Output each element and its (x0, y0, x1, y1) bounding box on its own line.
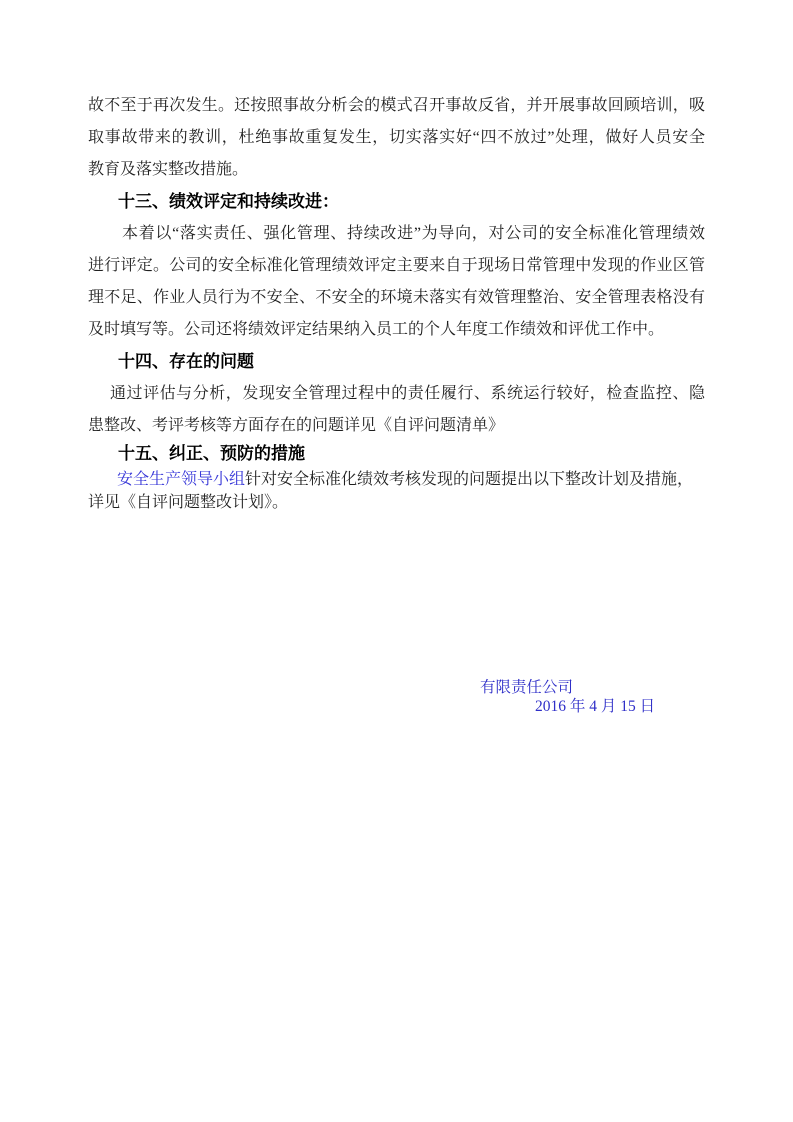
paragraph-1-line-3: 教育及落实整改措施。 (88, 161, 249, 178)
paragraph-2-line-3: 理不足、作业人员行为不安全、不安全的环境未落实有效管理整治、安全管理表格没有 (88, 289, 705, 306)
signature-date: 2016 年 4 月 15 日 (535, 698, 656, 715)
paragraph-2-line-1: 本着以“落实责任、强化管理、持续改进”为导向，对公司的安全标准化管理绩效 (122, 225, 705, 242)
paragraph-4-line-2: 详见《自评问题整改计划》。 (88, 494, 289, 511)
section-heading-13: 十三、绩效评定和持续改进： (118, 192, 339, 211)
paragraph-3-line-2: 患整改、考评考核等方面存在的问题详见《自评问题清单》 (88, 417, 505, 434)
section-heading-14: 十四、存在的问题 (118, 352, 254, 371)
paragraph-2-line-2: 进行评定。公司的安全标准化管理绩效评定主要来自于现场日常管理中发现的作业区管 (88, 257, 705, 274)
signature-company: 有限责任公司 (480, 679, 574, 696)
paragraph-3-line-1: 通过评估与分析，发现安全管理过程中的责任履行、系统运行较好，检查监控、隐 (110, 385, 705, 402)
section-heading-15: 十五、纠正、预防的措施 (118, 444, 305, 463)
safety-leading-group-text: 安全生产领导小组 (117, 471, 246, 488)
paragraph-4-line-1-rest: 针对安全标准化绩效考核发现的问题提出以下整改计划及措施， (245, 471, 694, 488)
paragraph-1-line-1: 故不至于再次发生。还按照事故分析会的模式召开事故反省，并开展事故回顾培训，吸 (88, 97, 705, 114)
document-body (88, 90, 705, 514)
paragraph-2-line-4: 及时填写等。公司还将绩效评定结果纳入员工的个人年度工作绩效和评优工作中。 (88, 321, 665, 338)
paragraph-1-line-2: 取事故带来的教训，杜绝事故重复发生，切实落实好“四不放过”处理，做好人员安全 (88, 129, 705, 146)
paragraph-4-line-1 (88, 468, 705, 491)
